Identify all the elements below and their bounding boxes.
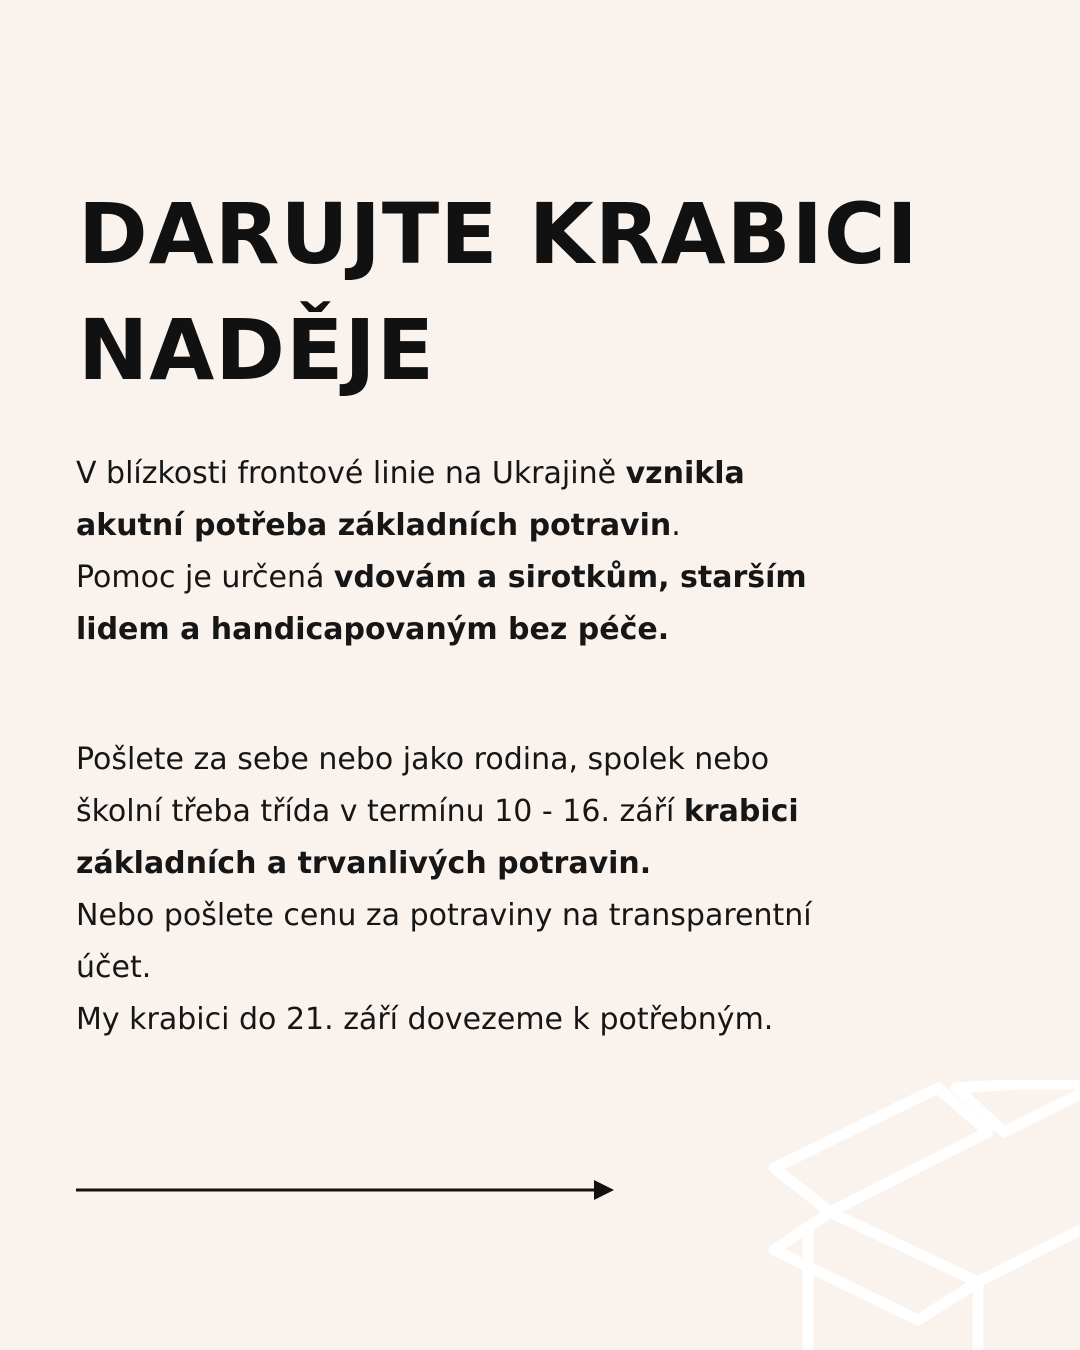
intro-line-4-bold: lidem a handicapovaným bez péče.	[76, 612, 670, 647]
intro-line-1	[76, 448, 1016, 500]
instructions-line-1-text: Pošlete za sebe nebo jako rodina, spolek nebo	[76, 742, 770, 777]
open-box-icon	[768, 1080, 1080, 1350]
instructions-line-3	[76, 838, 1016, 890]
instructions-line-5	[76, 942, 1016, 994]
intro-line-1-bold: vznikla	[625, 456, 745, 491]
instructions-line-2-text: školní třeba třída v termínu 10 - 16. září	[76, 794, 684, 829]
instructions-line-2	[76, 786, 1016, 838]
instructions-line-5-text: účet.	[76, 950, 152, 985]
title-line-1: DARUJTE KRABICI	[78, 185, 919, 283]
title-line-2: NADĚJE	[78, 301, 436, 399]
instructions-line-1	[76, 734, 1016, 786]
instructions-line-3-bold: základních a trvanlivých potravin.	[76, 846, 652, 881]
instructions-line-6	[76, 994, 1016, 1046]
intro-line-3-bold: vdovám a sirotkům, starším	[333, 560, 807, 595]
instructions-paragraph	[76, 734, 1016, 1046]
intro-line-4	[76, 604, 1016, 656]
intro-line-3	[76, 552, 1016, 604]
intro-line-2	[76, 500, 1016, 552]
page-title	[78, 176, 1068, 408]
arrow-right-icon[interactable]	[76, 1178, 616, 1202]
intro-line-2-bold: akutní potřeba základních potravin	[76, 508, 672, 543]
intro-line-3-text: Pomoc je určená	[76, 560, 334, 595]
instructions-line-6-text: My krabici do 21. září dovezeme k potřebným.	[76, 1002, 774, 1037]
intro-paragraph	[76, 448, 1016, 656]
instructions-line-4	[76, 890, 1016, 942]
intro-line-1-text: V blízkosti frontové linie na Ukrajině	[76, 456, 626, 491]
instructions-line-4-text: Nebo pošlete cenu za potraviny na transparentní	[76, 898, 812, 933]
instructions-line-2-bold: krabici	[683, 794, 799, 829]
intro-line-2-text: .	[671, 508, 681, 543]
